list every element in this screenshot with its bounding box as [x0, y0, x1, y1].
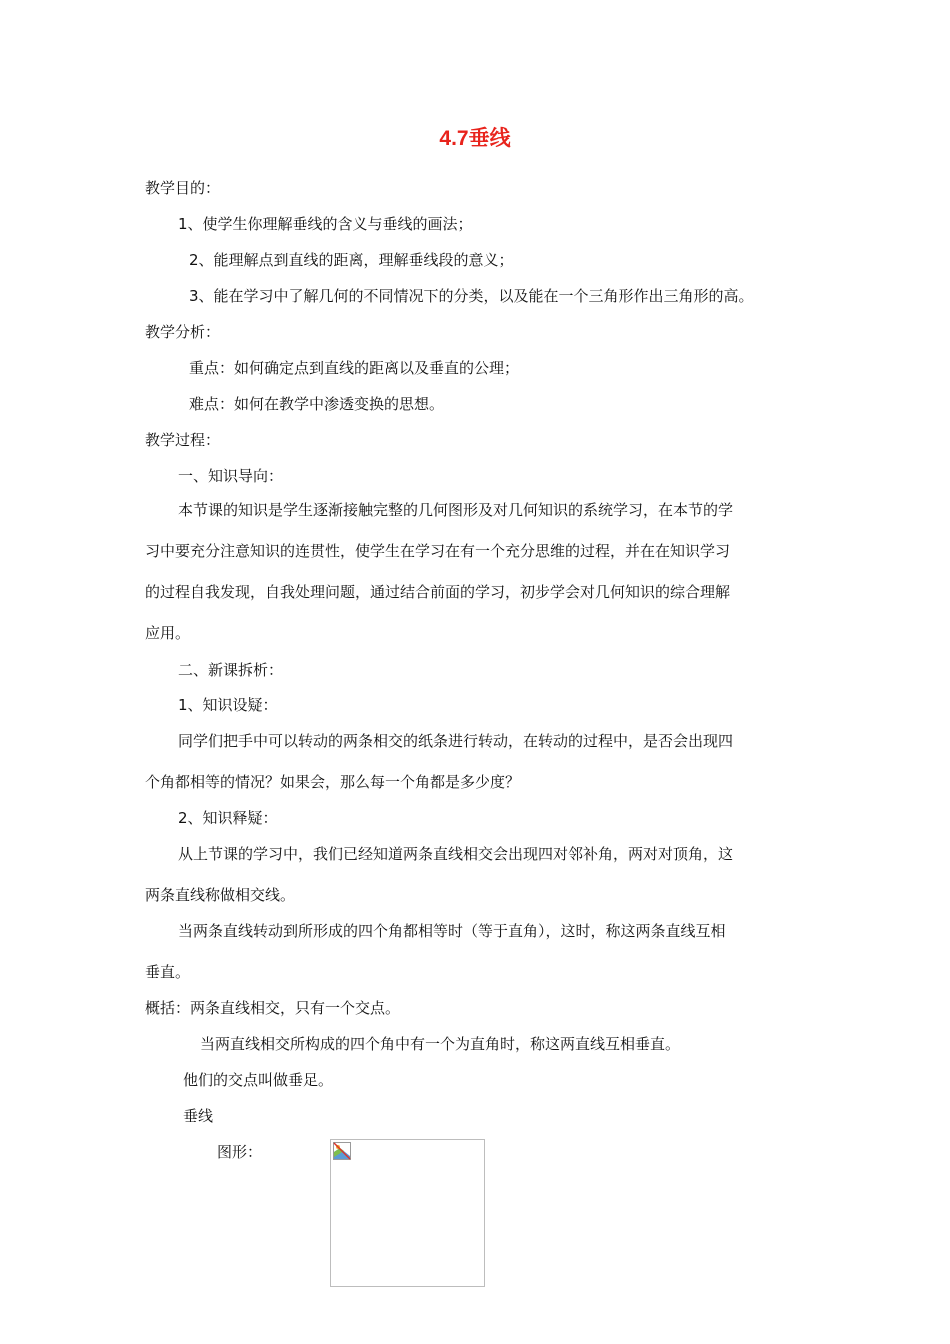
subsection-heading: 2、知识释疑：: [178, 809, 278, 827]
summary-line: 他们的交点叫做垂足。: [183, 1071, 334, 1089]
paragraph-line: 个角都相等的情况？如果会，那么每一个角都是多少度？: [145, 773, 521, 791]
analysis-heading: 教学分析：: [145, 323, 221, 341]
page-title: 4.7垂线: [439, 127, 511, 150]
figure-placeholder: [330, 1139, 485, 1287]
section-heading: 二、新课拆析：: [178, 661, 284, 679]
paragraph-line: 当两条直线转动到所形成的四个角都相等时（等于直角），这时，称这两条直线互相: [178, 922, 726, 940]
figure-label: 图形：: [217, 1143, 263, 1161]
summary-line: 垂线: [183, 1107, 214, 1125]
section-heading: 一、知识导向：: [178, 467, 284, 485]
paragraph-line: 从上节课的学习中，我们已经知道两条直线相交会出现四对邻补角，两对对顶角，这: [178, 845, 734, 863]
paragraph-line: 本节课的知识是学生逐渐接触完整的几何图形及对几何知识的系统学习，在本节的学: [178, 501, 734, 519]
paragraph-line: 应用。: [145, 624, 191, 642]
objective-item: 1、使学生你理解垂线的含义与垂线的画法；: [178, 215, 473, 233]
key-point: 重点：如何确定点到直线的距离以及垂直的公理；: [189, 359, 520, 377]
paragraph-line: 习中要充分注意知识的连贯性，使学生在学习在有一个充分思维的过程，并在在知识学习: [145, 542, 731, 560]
summary-line: 概括：两条直线相交，只有一个交点。: [145, 999, 401, 1017]
objectives-heading: 教学目的：: [145, 179, 221, 197]
paragraph-line: 同学们把手中可以转动的两条相交的纸条进行转动，在转动的过程中，是否会出现四: [178, 732, 734, 750]
paragraph-line: 的过程自我发现，自我处理问题，通过结合前面的学习，初步学会对几何知识的综合理解: [145, 583, 731, 601]
summary-line: 当两直线相交所构成的四个角中有一个为直角时，称这两直线互相垂直。: [200, 1035, 681, 1053]
subsection-heading: 1、知识设疑：: [178, 696, 278, 714]
objective-item: 3、能在学习中了解几何的不同情况下的分类，以及能在一个三角形作出三角形的高。: [189, 287, 754, 305]
broken-image-icon: [333, 1142, 351, 1160]
difficulty-point: 难点：如何在教学中渗透变换的思想。: [189, 395, 445, 413]
objective-item: 2、能理解点到直线的距离，理解垂线段的意义；: [189, 251, 514, 269]
paragraph-line: 垂直。: [145, 963, 191, 981]
paragraph-line: 两条直线称做相交线。: [145, 886, 296, 904]
process-heading: 教学过程：: [145, 431, 221, 449]
